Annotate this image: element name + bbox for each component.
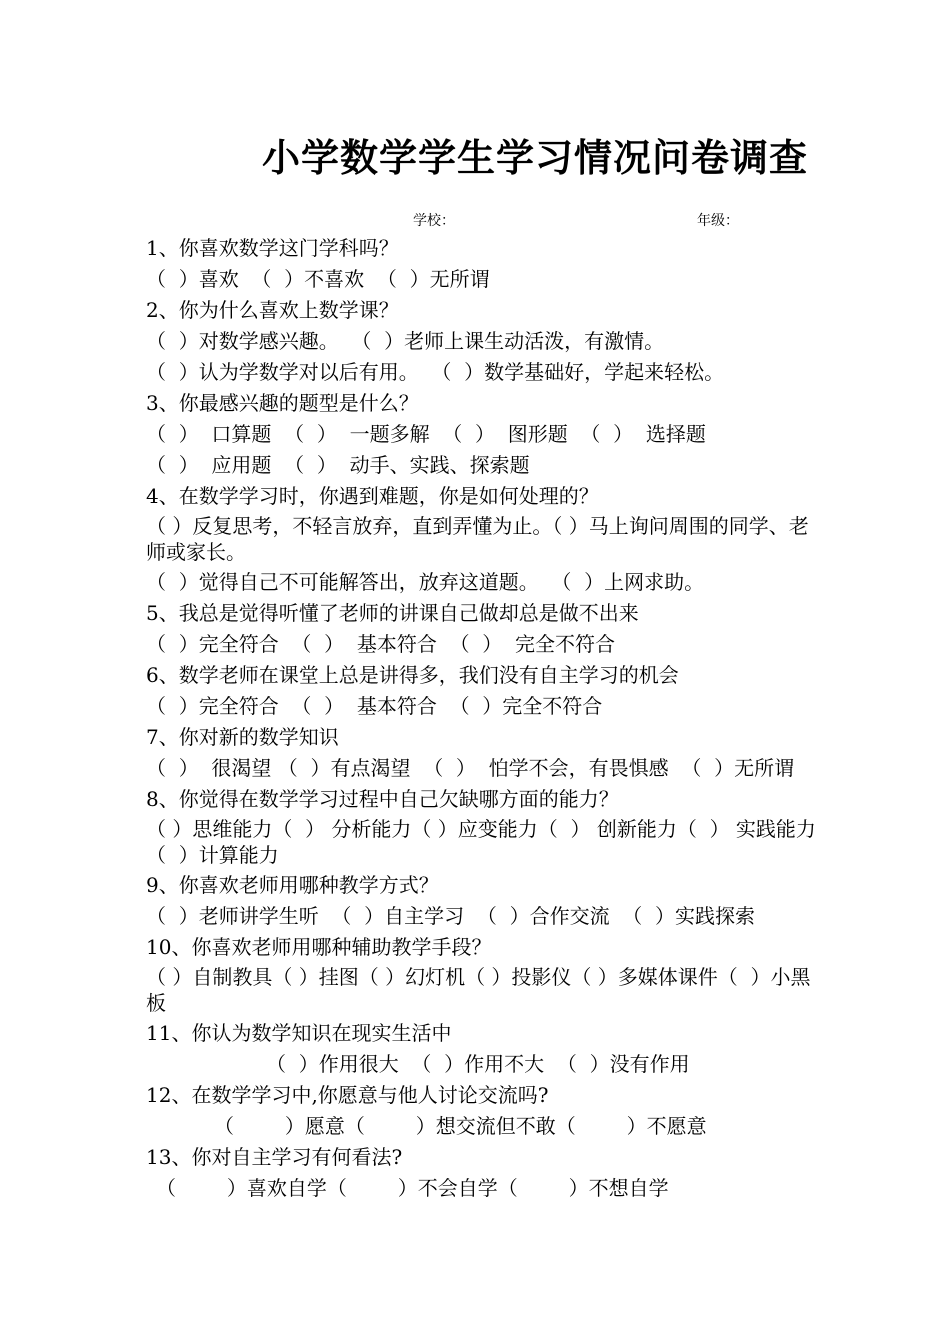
question-5-options: （ ）完全符合 （ ） 基本符合 （ ） 完全不符合 [146, 632, 616, 656]
page-title: 小学数学学生学习情况问卷调查 [262, 135, 809, 180]
question-1-options: （ ）喜欢 （ ）不喜欢 （ ）无所谓 [146, 267, 490, 291]
question-3-options-b: （ ） 应用题 （ ） 动手、实践、探索题 [146, 453, 530, 477]
question-10: 10、你喜欢老师用哪种辅助教学手段？ [146, 935, 492, 959]
question-13-options: （ ）喜欢自学（ ）不会自学（ ）不想自学 [156, 1176, 669, 1200]
question-12: 12、在数学学习中,你愿意与他人讨论交流吗? [146, 1083, 549, 1107]
question-2-options-b: （ ）认为学数学对以后有用。 （ ）数学基础好，学起来轻松。 [146, 360, 725, 384]
question-8: 8、你觉得在数学学习过程中自己欠缺哪方面的能力？ [146, 787, 619, 811]
question-12-options: （ ）愿意（ ）想交流但不敢（ ）不愿意 [214, 1114, 707, 1138]
question-3-options-a: （ ） 口算题 （ ） 一题多解 （ ） 图形题 （ ） 选择题 [146, 422, 706, 446]
question-4-options-a: （ ）反复思考，不轻言放弃，直到弄懂为止。（ ）马上询问周围的同学、老师或家长。 [146, 514, 809, 564]
question-2-options-a: （ ）对数学感兴趣。 （ ）老师上课生动活泼，有激情。 [146, 329, 665, 353]
question-7: 7、你对新的数学知识 [146, 725, 339, 749]
question-3: 3、你最感兴趣的题型是什么？ [146, 391, 419, 415]
question-7-options: （ ） 很渴望 （ ）有点渴望 （ ） 怕学不会，有畏惧感 （ ）无所谓 [146, 756, 795, 780]
question-11-options: （ ）作用很大 （ ）作用不大 （ ）没有作用 [266, 1052, 690, 1076]
question-6: 6、数学老师在课堂上总是讲得多，我们没有自主学习的机会 [146, 663, 679, 687]
grade-label: 年级： [697, 213, 739, 229]
question-9: 9、你喜欢老师用哪种教学方式？ [146, 873, 439, 897]
question-9-options: （ ）老师讲学生听 （ ）自主学习 （ ）合作交流 （ ）实践探索 [146, 904, 756, 928]
question-8-options: （ ）思维能力（ ） 分析能力（ ）应变能力（ ） 创新能力（ ） 实践能力 （ ）计算能力 [146, 817, 829, 867]
question-5: 5、我总是觉得听懂了老师的讲课自己做却总是做不出来 [146, 601, 639, 625]
question-10-options: （ ）自制教具（ ）挂图（ ）幻灯机（ ）投影仪（ ）多媒体课件（ ）小黑板 [146, 965, 811, 1015]
question-6-options: （ ）完全符合 （ ） 基本符合 （ ）完全不符合 [146, 694, 603, 718]
question-1: 1、你喜欢数学这门学科吗？ [146, 236, 399, 260]
question-4: 4、在数学学习时，你遇到难题，你是如何处理的？ [146, 484, 599, 508]
question-4-options-b: （ ）觉得自己不可能解答出，放弃这道题。 （ ）上网求助。 [146, 570, 705, 594]
question-11: 11、你认为数学知识在现实生活中 [146, 1021, 452, 1045]
question-2: 2、你为什么喜欢上数学课？ [146, 298, 399, 322]
question-13: 13、你对自主学习有何看法? [146, 1145, 403, 1169]
school-label: 学校： [413, 213, 455, 229]
